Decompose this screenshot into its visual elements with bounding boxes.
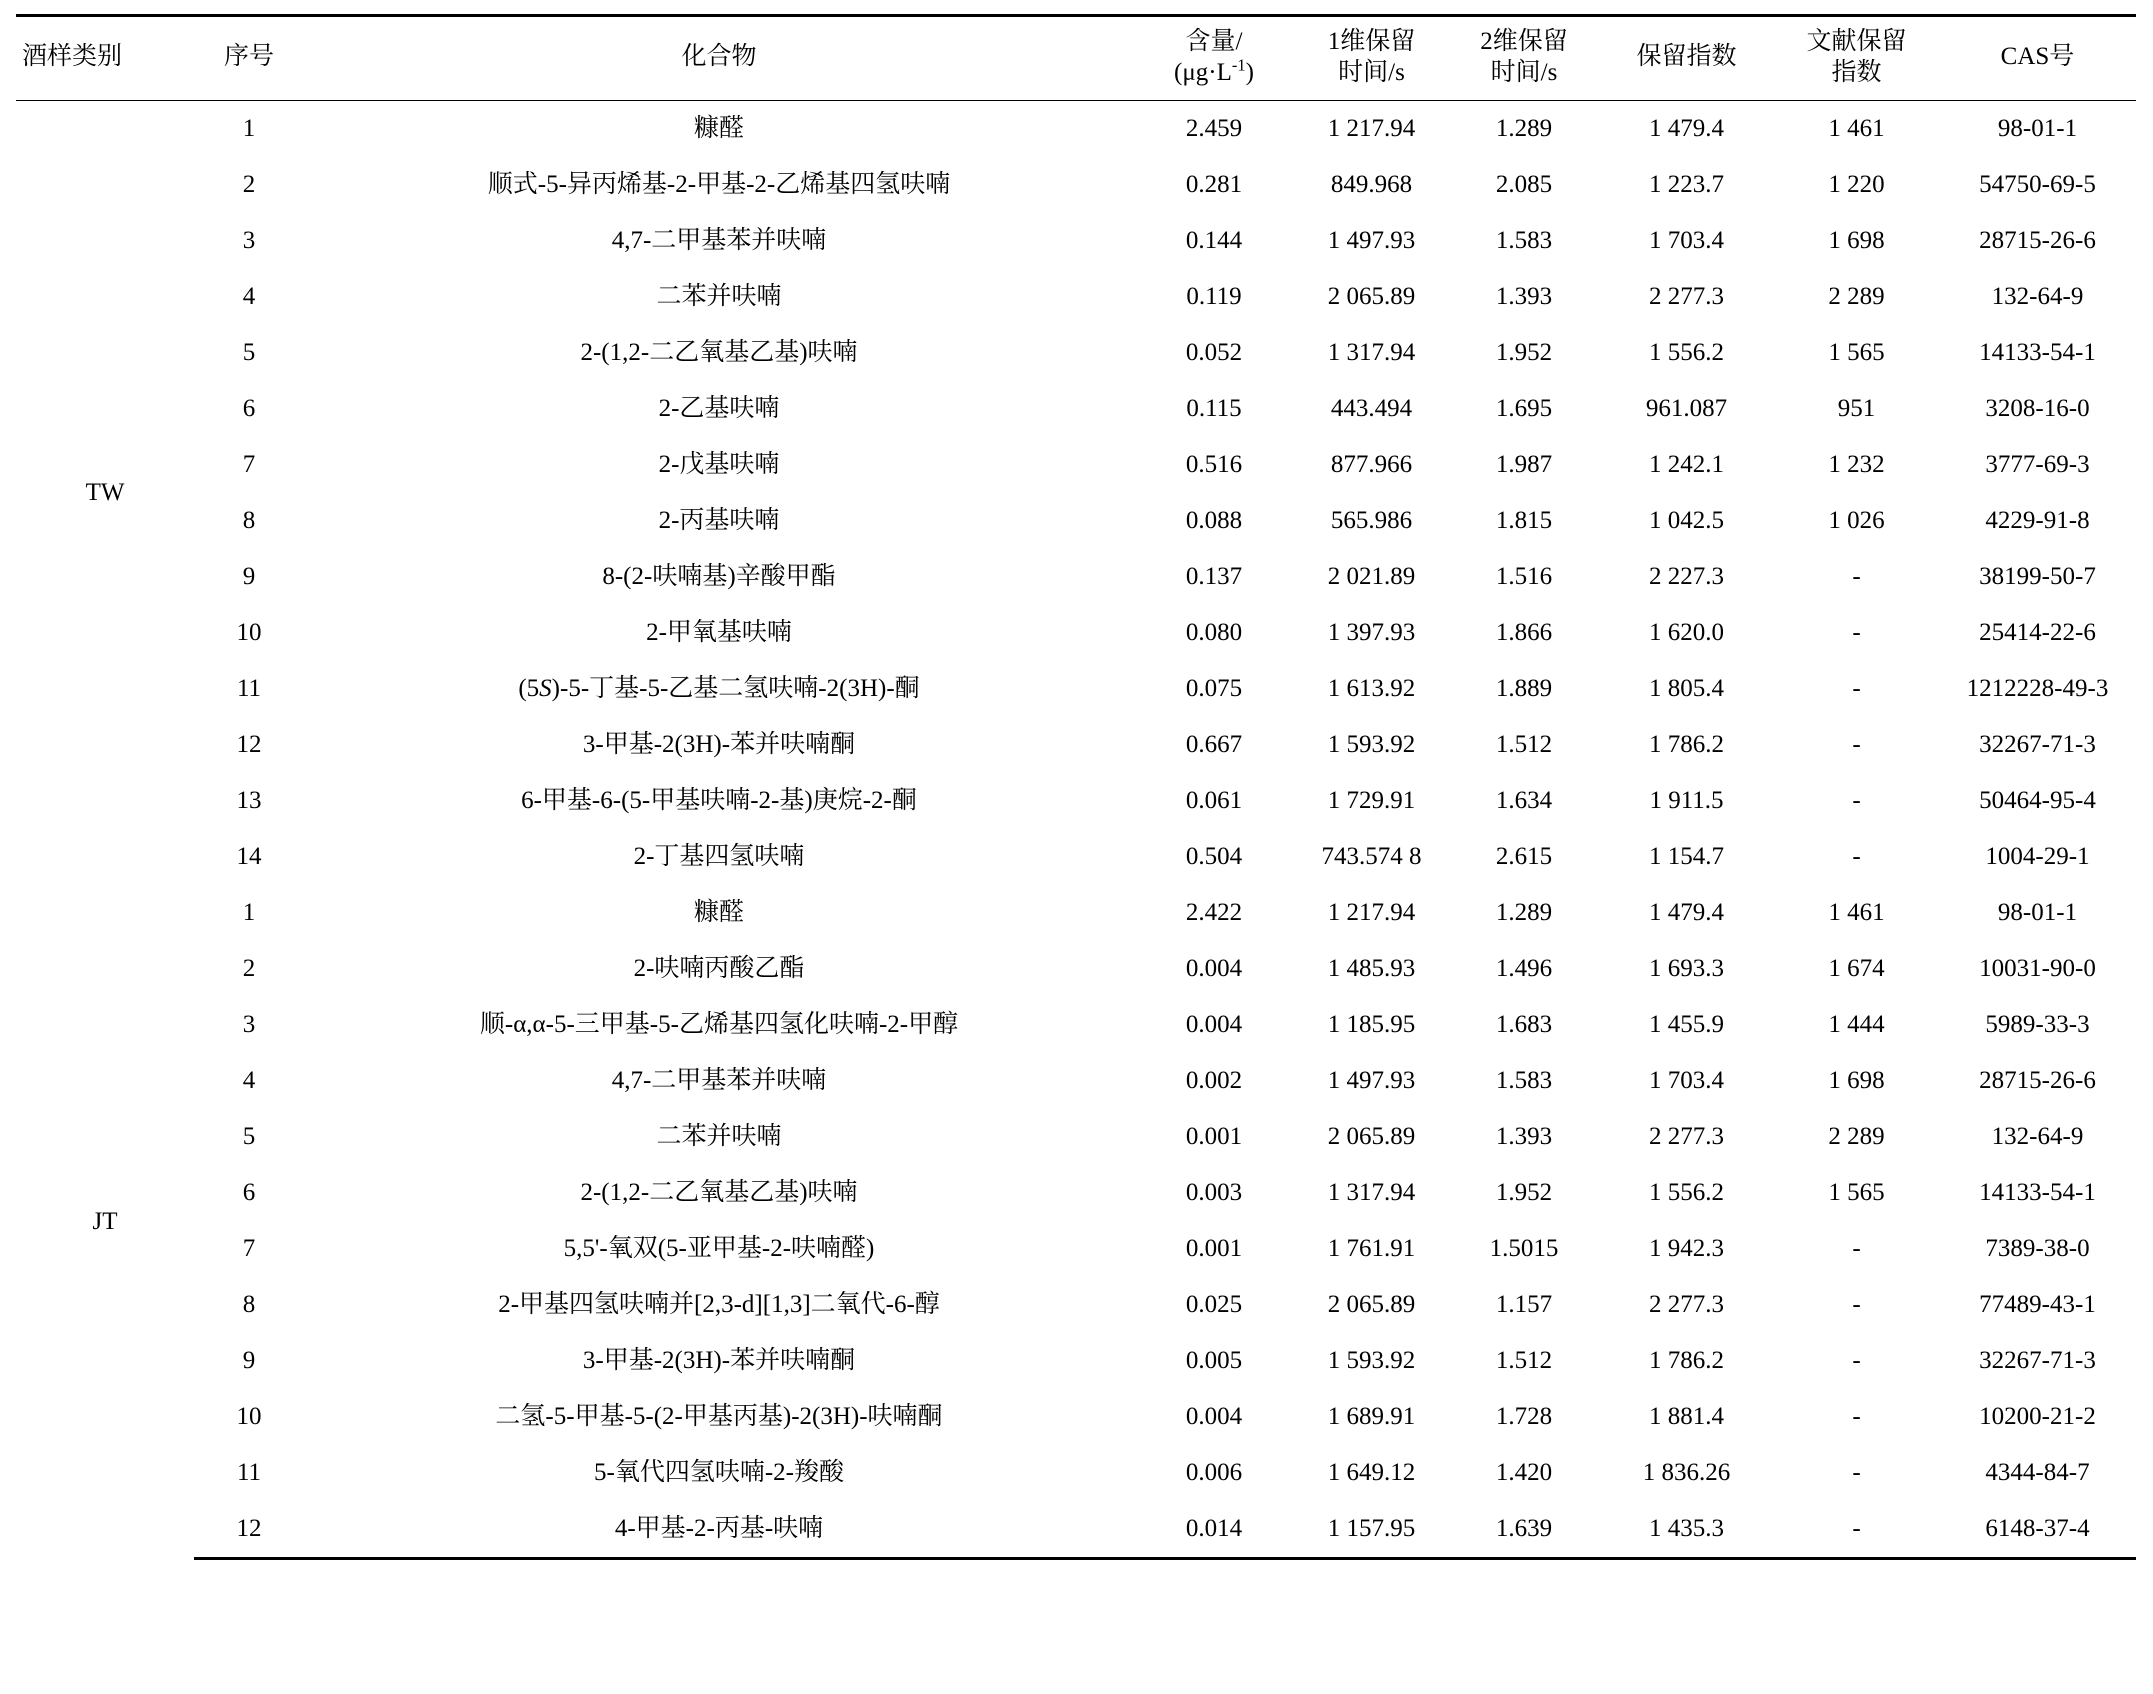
cell-literature-index: - <box>1852 1347 1861 1374</box>
cell-retention-index: 1 786.2 <box>1649 731 1724 758</box>
cell-content: 0.006 <box>1185 1459 1243 1486</box>
cell-literature-index: 1 565 <box>1828 339 1885 366</box>
cell-index: 5 <box>242 339 256 366</box>
cell-rt1: 1 593.92 <box>1327 1347 1416 1374</box>
table-row <box>16 269 2136 325</box>
cell-compound: 4-甲基-2-丙基-呋喃 <box>304 1501 1134 1559</box>
cell-literature-index: - <box>1774 1501 1939 1559</box>
table-row <box>16 1445 2136 1501</box>
cell-content: 0.115 <box>1186 395 1242 422</box>
cell-rt1: 1 593.92 <box>1327 731 1416 758</box>
cell-cas: 4344-84-7 <box>1985 1459 2090 1486</box>
cell-index: 10 <box>236 619 262 646</box>
table-body <box>16 101 2136 1559</box>
cell-content: 0.001 <box>1185 1235 1243 1262</box>
cell-cas: 38199-50-7 <box>1979 563 2096 590</box>
cell-retention-index: 1 242.1 <box>1649 451 1724 478</box>
cell-rt2: 1.393 <box>1495 1123 1553 1150</box>
cell-cas: 54750-69-5 <box>1979 171 2096 198</box>
cell-cas: 28715-26-6 <box>1979 227 2096 254</box>
cell-index: 3 <box>242 1011 256 1038</box>
cell-retention-index: 2 277.3 <box>1649 283 1724 310</box>
cell-index: 13 <box>236 787 262 814</box>
column-header-literature-index-line2: 指数 <box>1831 58 1882 86</box>
cell-content: 0.003 <box>1185 1179 1243 1206</box>
cell-content: 0.516 <box>1185 451 1243 478</box>
cell-literature-index: 1 444 <box>1828 1011 1885 1038</box>
cell-cas: 10031-90-0 <box>1979 955 2096 982</box>
table-row <box>16 157 2136 213</box>
cell-literature-index: - <box>1852 1235 1861 1262</box>
cell-content: 0.075 <box>1185 675 1243 702</box>
column-header-rt2-line2: 时间/s <box>1490 58 1558 86</box>
cell-compound: 2-呋喃丙酸乙酯 <box>633 955 805 982</box>
cell-index: 6 <box>242 1179 256 1206</box>
cell-rt1: 743.574 8 <box>1321 843 1422 870</box>
cell-content: 2.422 <box>1185 899 1243 926</box>
cell-index: 2 <box>242 955 256 982</box>
cell-index: 9 <box>242 563 256 590</box>
cell-cas: 5989-33-3 <box>1985 1011 2090 1038</box>
cell-rt2: 1.512 <box>1495 731 1553 758</box>
cell-cas: 6148-37-4 <box>1939 1501 2136 1559</box>
cell-retention-index: 1 836.26 <box>1642 1459 1731 1486</box>
cell-cas: 3777-69-3 <box>1985 451 2090 478</box>
cell-rt1: 1 497.93 <box>1327 227 1416 254</box>
cell-retention-index: 1 042.5 <box>1649 507 1724 534</box>
cell-literature-index: 1 461 <box>1828 899 1885 926</box>
cell-rt2: 1.157 <box>1495 1291 1553 1318</box>
cell-rt1: 1 649.12 <box>1327 1459 1416 1486</box>
cell-literature-index: - <box>1852 1459 1861 1486</box>
cell-rt2: 1.583 <box>1495 1067 1553 1094</box>
cell-content: 0.667 <box>1185 731 1243 758</box>
table-row <box>16 381 2136 437</box>
cell-rt2: 1.728 <box>1495 1403 1553 1430</box>
cell-retention-index: 1 154.7 <box>1649 843 1724 870</box>
cell-rt1: 1 397.93 <box>1327 619 1416 646</box>
cell-literature-index: - <box>1852 787 1861 814</box>
cell-index: 4 <box>242 1067 256 1094</box>
cell-rt2: 1.683 <box>1495 1011 1553 1038</box>
cell-content: 0.080 <box>1185 619 1243 646</box>
cell-rt2: 1.496 <box>1495 955 1553 982</box>
cell-compound: 2-(1,2-二乙氧基乙基)呋喃 <box>580 1179 858 1206</box>
cell-retention-index: 2 277.3 <box>1649 1291 1724 1318</box>
cell-rt1: 1 217.94 <box>1327 115 1416 142</box>
cell-rt1: 1 613.92 <box>1327 675 1416 702</box>
cell-rt2: 1.634 <box>1495 787 1553 814</box>
cell-retention-index: 1 556.2 <box>1649 339 1724 366</box>
cell-retention-index: 1 881.4 <box>1649 1403 1724 1430</box>
cell-compound: 2-丙基呋喃 <box>658 507 780 534</box>
cell-index: 8 <box>242 507 256 534</box>
cell-index: 3 <box>242 227 256 254</box>
cell-rt1: 877.966 <box>1330 451 1413 478</box>
cell-content: 2.459 <box>1185 115 1243 142</box>
column-header-cas: CAS号 <box>1939 16 2136 101</box>
cell-index: 11 <box>236 1459 262 1486</box>
cell-compound: 5-氧代四氢呋喃-2-羧酸 <box>594 1459 844 1486</box>
cell-literature-index: 951 <box>1837 395 1876 422</box>
cell-content: 0.005 <box>1185 1347 1243 1374</box>
table-row <box>16 717 2136 773</box>
cell-literature-index: 1 232 <box>1828 451 1885 478</box>
cell-cas: 98-01-1 <box>1997 115 2078 142</box>
cell-literature-index: 1 674 <box>1828 955 1885 982</box>
cell-content: 0.137 <box>1185 563 1243 590</box>
cell-index: 7 <box>242 1235 256 1262</box>
cell-rt1: 1 761.91 <box>1327 1235 1416 1262</box>
cell-retention-index: 1 911.5 <box>1649 787 1724 814</box>
cell-index: 14 <box>236 843 262 870</box>
cell-compound: 4,7-二甲基苯并呋喃 <box>611 227 827 254</box>
table-row <box>16 829 2136 885</box>
cell-literature-index: - <box>1852 563 1861 590</box>
table-row <box>16 493 2136 549</box>
cell-retention-index: 1 805.4 <box>1649 675 1724 702</box>
table-row <box>16 661 2136 717</box>
table-row <box>16 101 2136 158</box>
cell-rt2: 1.815 <box>1495 507 1553 534</box>
table-header <box>16 16 2136 101</box>
cell-compound: 顺式-5-异丙烯基-2-甲基-2-乙烯基四氢呋喃 <box>487 171 951 198</box>
table-row <box>16 1277 2136 1333</box>
cell-retention-index: 1 693.3 <box>1649 955 1724 982</box>
cell-retention-index: 1 703.4 <box>1649 227 1724 254</box>
cell-retention-index: 1 620.0 <box>1649 619 1724 646</box>
cell-rt1: 1 485.93 <box>1327 955 1416 982</box>
cell-compound: 2-戊基呋喃 <box>658 451 780 478</box>
cell-cas: 1004-29-1 <box>1985 843 2090 870</box>
cell-content: 0.144 <box>1185 227 1243 254</box>
cell-retention-index: 2 227.3 <box>1649 563 1724 590</box>
cell-cas: 77489-43-1 <box>1979 1291 2096 1318</box>
cell-index: 12 <box>236 731 262 758</box>
cell-retention-index: 2 277.3 <box>1649 1123 1724 1150</box>
cell-content: 0.014 <box>1134 1501 1294 1559</box>
cell-rt2: 1.5015 <box>1489 1235 1559 1262</box>
table-row <box>16 437 2136 493</box>
cell-literature-index: - <box>1852 675 1861 702</box>
cell-compound: 2-甲基四氢呋喃并[2,3-d][1,3]二氧代-6-醇 <box>498 1291 940 1318</box>
cell-rt2: 1.866 <box>1495 619 1553 646</box>
cell-cas: 25414-22-6 <box>1979 619 2096 646</box>
cell-index: 10 <box>236 1403 262 1430</box>
table-row <box>16 605 2136 661</box>
table-row <box>16 325 2136 381</box>
cell-rt2: 1.987 <box>1495 451 1553 478</box>
cell-rt2: 1.952 <box>1495 339 1553 366</box>
cell-retention-index: 1 479.4 <box>1649 115 1724 142</box>
table-row <box>16 1501 2136 1559</box>
cell-compound: 5,5'-氧双(5-亚甲基-2-呋喃醛) <box>563 1235 875 1262</box>
column-header-rt1-line2: 时间/s <box>1338 58 1405 86</box>
cell-rt1: 1 157.95 <box>1294 1501 1449 1559</box>
cell-rt2: 1.952 <box>1495 1179 1553 1206</box>
cell-literature-index: 1 698 <box>1828 1067 1885 1094</box>
cell-rt1: 1 317.94 <box>1327 1179 1416 1206</box>
table-row <box>16 1109 2136 1165</box>
cell-rt1: 565.986 <box>1330 507 1413 534</box>
cell-rt2: 1.889 <box>1495 675 1553 702</box>
cell-content: 0.025 <box>1185 1291 1243 1318</box>
cell-literature-index: 1 220 <box>1828 171 1885 198</box>
cell-compound: 8-(2-呋喃基)辛酸甲酯 <box>602 563 836 590</box>
cell-cas: 132-64-9 <box>1991 1123 2084 1150</box>
cell-rt1: 1 317.94 <box>1327 339 1416 366</box>
cell-rt2: 1.639 <box>1449 1501 1599 1559</box>
cell-content: 0.281 <box>1185 171 1243 198</box>
compound-table <box>16 14 2136 1560</box>
cell-literature-index: 1 461 <box>1828 115 1885 142</box>
cell-index: 1 <box>242 899 256 926</box>
column-header-rt2 <box>1449 16 1599 101</box>
cell-retention-index: 1 455.9 <box>1649 1011 1724 1038</box>
cell-content: 0.004 <box>1185 955 1243 982</box>
column-header-literature-index-line1: 文献保留 <box>1806 28 1907 55</box>
table-row <box>16 885 2136 941</box>
cell-cas: 7389-38-0 <box>1985 1235 2090 1262</box>
cell-rt2: 1.583 <box>1495 227 1553 254</box>
cell-compound: 3-甲基-2(3H)-苯并呋喃酮 <box>582 731 856 758</box>
column-header-literature-index <box>1774 16 1939 101</box>
table-row <box>16 1165 2136 1221</box>
group-label-jt: JT <box>92 1207 118 1235</box>
cell-index: 1 <box>242 115 256 142</box>
cell-retention-index: 961.087 <box>1645 395 1728 422</box>
column-header-content-line1: 含量/ <box>1185 28 1243 55</box>
column-header-index: 序号 <box>194 16 304 101</box>
cell-content: 0.504 <box>1185 843 1243 870</box>
cell-content: 0.002 <box>1185 1067 1243 1094</box>
cell-rt2: 1.695 <box>1495 395 1553 422</box>
cell-rt1: 1 689.91 <box>1327 1403 1416 1430</box>
cell-compound: 3-甲基-2(3H)-苯并呋喃酮 <box>582 1347 856 1374</box>
cell-compound: 糠醛 <box>693 115 744 142</box>
column-header-rt1-line1: 1维保留 <box>1327 28 1416 55</box>
cell-content: 0.119 <box>1186 283 1242 310</box>
column-header-rt2-line1: 2维保留 <box>1480 28 1568 55</box>
cell-index: 5 <box>242 1123 256 1150</box>
cell-literature-index: 1 026 <box>1828 507 1885 534</box>
cell-compound: 顺-α,α-5-三甲基-5-乙烯基四氢化呋喃-2-甲醇 <box>479 1011 959 1038</box>
cell-literature-index: - <box>1852 731 1861 758</box>
cell-compound: 2-乙基呋喃 <box>658 395 780 422</box>
group-label-tw: TW <box>85 479 125 506</box>
cell-rt1: 2 065.89 <box>1327 1123 1416 1150</box>
cell-compound: 4,7-二甲基苯并呋喃 <box>611 1067 827 1094</box>
cell-rt1: 1 217.94 <box>1327 899 1416 926</box>
column-header-content <box>1134 16 1294 101</box>
cell-cas: 14133-54-1 <box>1979 1179 2096 1206</box>
cell-index: 6 <box>242 395 256 422</box>
cell-compound: 6-甲基-6-(5-甲基呋喃-2-基)庚烷-2-酮 <box>521 787 917 814</box>
cell-rt1: 1 185.95 <box>1327 1011 1416 1038</box>
cell-cas: 4229-91-8 <box>1985 507 2090 534</box>
cell-literature-index: 1 698 <box>1828 227 1885 254</box>
cell-content: 0.004 <box>1185 1403 1243 1430</box>
table-row <box>16 1053 2136 1109</box>
table-row <box>16 997 2136 1053</box>
cell-index: 9 <box>242 1347 256 1374</box>
cell-rt1: 2 021.89 <box>1327 563 1416 590</box>
table-row <box>16 1221 2136 1277</box>
cell-index: 2 <box>242 171 256 198</box>
cell-literature-index: 2 289 <box>1828 1123 1885 1150</box>
cell-rt2: 1.289 <box>1495 115 1553 142</box>
cell-compound: (5S)-5-丁基-5-乙基二氢呋喃-2(3H)-酮 <box>518 675 920 702</box>
cell-rt2: 1.420 <box>1495 1459 1553 1486</box>
cell-rt2: 1.393 <box>1495 283 1553 310</box>
cell-cas: 98-01-1 <box>1997 899 2078 926</box>
table-row <box>16 213 2136 269</box>
column-header-compound: 化合物 <box>304 16 1134 101</box>
cell-compound: 2-(1,2-二乙氧基乙基)呋喃 <box>580 339 858 366</box>
table-row <box>16 1333 2136 1389</box>
cell-retention-index: 1 556.2 <box>1649 1179 1724 1206</box>
cell-index: 4 <box>242 283 256 310</box>
cell-compound: 二氢-5-甲基-5-(2-甲基丙基)-2(3H)-呋喃酮 <box>495 1403 943 1430</box>
cell-cas: 3208-16-0 <box>1985 395 2090 422</box>
cell-rt2: 1.516 <box>1495 563 1553 590</box>
cell-retention-index: 1 435.3 <box>1599 1501 1774 1559</box>
cell-compound: 2-甲氧基呋喃 <box>646 619 792 646</box>
cell-cas: 14133-54-1 <box>1979 339 2096 366</box>
cell-cas: 50464-95-4 <box>1979 787 2096 814</box>
cell-cas: 28715-26-6 <box>1979 1067 2096 1094</box>
cell-cas: 32267-71-3 <box>1979 1347 2096 1374</box>
cell-cas: 32267-71-3 <box>1979 731 2096 758</box>
cell-rt2: 2.085 <box>1495 171 1553 198</box>
cell-index: 12 <box>194 1501 304 1559</box>
cell-index: 8 <box>242 1291 256 1318</box>
cell-rt2: 1.289 <box>1495 899 1553 926</box>
cell-retention-index: 1 942.3 <box>1649 1235 1724 1262</box>
cell-compound: 2-丁基四氢呋喃 <box>633 843 805 870</box>
column-header-retention-index: 保留指数 <box>1599 16 1774 101</box>
cell-compound: 糠醛 <box>693 899 744 926</box>
cell-content: 0.052 <box>1185 339 1243 366</box>
column-header-content-line2: $(\mu g\cdot L^{-1})$ <box>1174 55 1254 86</box>
cell-literature-index: - <box>1852 1291 1861 1318</box>
cell-index: 11 <box>236 675 262 702</box>
cell-index: 7 <box>242 451 256 478</box>
cell-rt1: 2 065.89 <box>1327 1291 1416 1318</box>
cell-retention-index: 1 786.2 <box>1649 1347 1724 1374</box>
cell-content: 0.088 <box>1185 507 1243 534</box>
cell-literature-index: 1 565 <box>1828 1179 1885 1206</box>
column-header-rt1 <box>1294 16 1449 101</box>
cell-rt2: 2.615 <box>1495 843 1553 870</box>
cell-literature-index: - <box>1852 619 1861 646</box>
table-row <box>16 549 2136 605</box>
cell-retention-index: 1 223.7 <box>1649 171 1724 198</box>
cell-compound: 二苯并呋喃 <box>656 1123 782 1150</box>
cell-cas: 1212228-49-3 <box>1966 675 2109 702</box>
cell-content: 0.004 <box>1185 1011 1243 1038</box>
table-row <box>16 1389 2136 1445</box>
cell-literature-index: - <box>1852 1403 1861 1430</box>
cell-rt1: 2 065.89 <box>1327 283 1416 310</box>
table-row <box>16 941 2136 997</box>
table-row <box>16 773 2136 829</box>
cell-cas: 10200-21-2 <box>1979 1403 2096 1430</box>
cell-rt1: 443.494 <box>1330 395 1413 422</box>
cell-rt2: 1.512 <box>1495 1347 1553 1374</box>
cell-retention-index: 1 703.4 <box>1649 1067 1724 1094</box>
cell-literature-index: - <box>1852 843 1861 870</box>
cell-compound: 二苯并呋喃 <box>656 283 782 310</box>
cell-content: 0.061 <box>1185 787 1243 814</box>
cell-content: 0.001 <box>1185 1123 1243 1150</box>
column-header-group: 酒样类别 <box>16 16 194 101</box>
cell-literature-index: 2 289 <box>1828 283 1885 310</box>
cell-cas: 132-64-9 <box>1991 283 2084 310</box>
cell-retention-index: 1 479.4 <box>1649 899 1724 926</box>
cell-rt1: 1 497.93 <box>1327 1067 1416 1094</box>
cell-rt1: 1 729.91 <box>1327 787 1416 814</box>
cell-rt1: 849.968 <box>1330 171 1413 198</box>
